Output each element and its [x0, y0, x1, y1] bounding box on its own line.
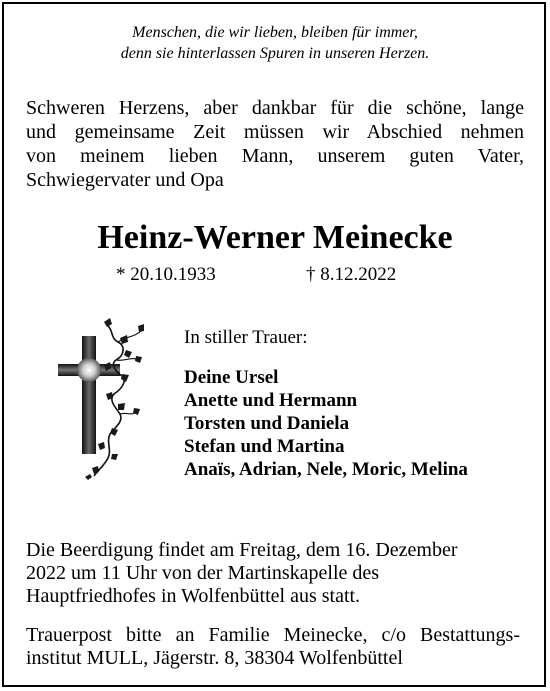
- funeral-line: Hauptfriedhofes in Wolfenbüttel aus statt.: [26, 585, 361, 607]
- motto-line: denn sie hinterlassen Spuren in unseren Herzen.: [120, 45, 430, 62]
- family-member: Torsten und Daniela: [184, 413, 350, 434]
- funeral-line: Die Beerdigung findet am Freitag, dem 16. Dezember: [26, 539, 458, 561]
- family-member: Stefan und Martina: [184, 436, 345, 457]
- funeral-line: 2022 um 11 Uhr von der Martinskapelle des: [26, 562, 380, 584]
- funeral-info: [26, 539, 458, 608]
- birth-date: * 20.10.1933: [116, 264, 216, 285]
- condolence-line: institut MULL, Jägerstr. 8, 38304 Wolfenbüttel: [26, 647, 403, 669]
- intro-line: von meinem lieben Mann, unserem guten Vater,: [26, 145, 524, 167]
- condolence-line: Trauerpost bitte an Familie Meinecke, c/o Bestattungs-: [26, 624, 520, 646]
- condolence-address: [26, 624, 520, 670]
- mourning-heading: In stiller Trauer:: [184, 327, 308, 348]
- cross-with-ivy-icon: [54, 316, 154, 480]
- death-date: † 8.12.2022: [306, 264, 397, 285]
- family-member: Deine Ursel: [184, 367, 279, 388]
- intro-text: [26, 96, 524, 192]
- family-member: Anette und Hermann: [184, 390, 358, 411]
- intro-line: und gemeinsame Zeit müssen wir Abschied nehmen: [26, 121, 524, 143]
- intro-line: Schweren Herzens, aber dankbar für die schöne, lange: [26, 97, 524, 119]
- family-list: [184, 366, 468, 481]
- motto: [0, 22, 550, 64]
- family-member: Anaïs, Adrian, Nele, Moric, Melina: [184, 459, 468, 480]
- intro-line: Schwiegervater und Opa: [26, 169, 224, 191]
- motto-line: Menschen, die wir lieben, bleiben für immer,: [132, 24, 418, 41]
- deceased-name: Heinz-Werner Meinecke: [97, 219, 453, 256]
